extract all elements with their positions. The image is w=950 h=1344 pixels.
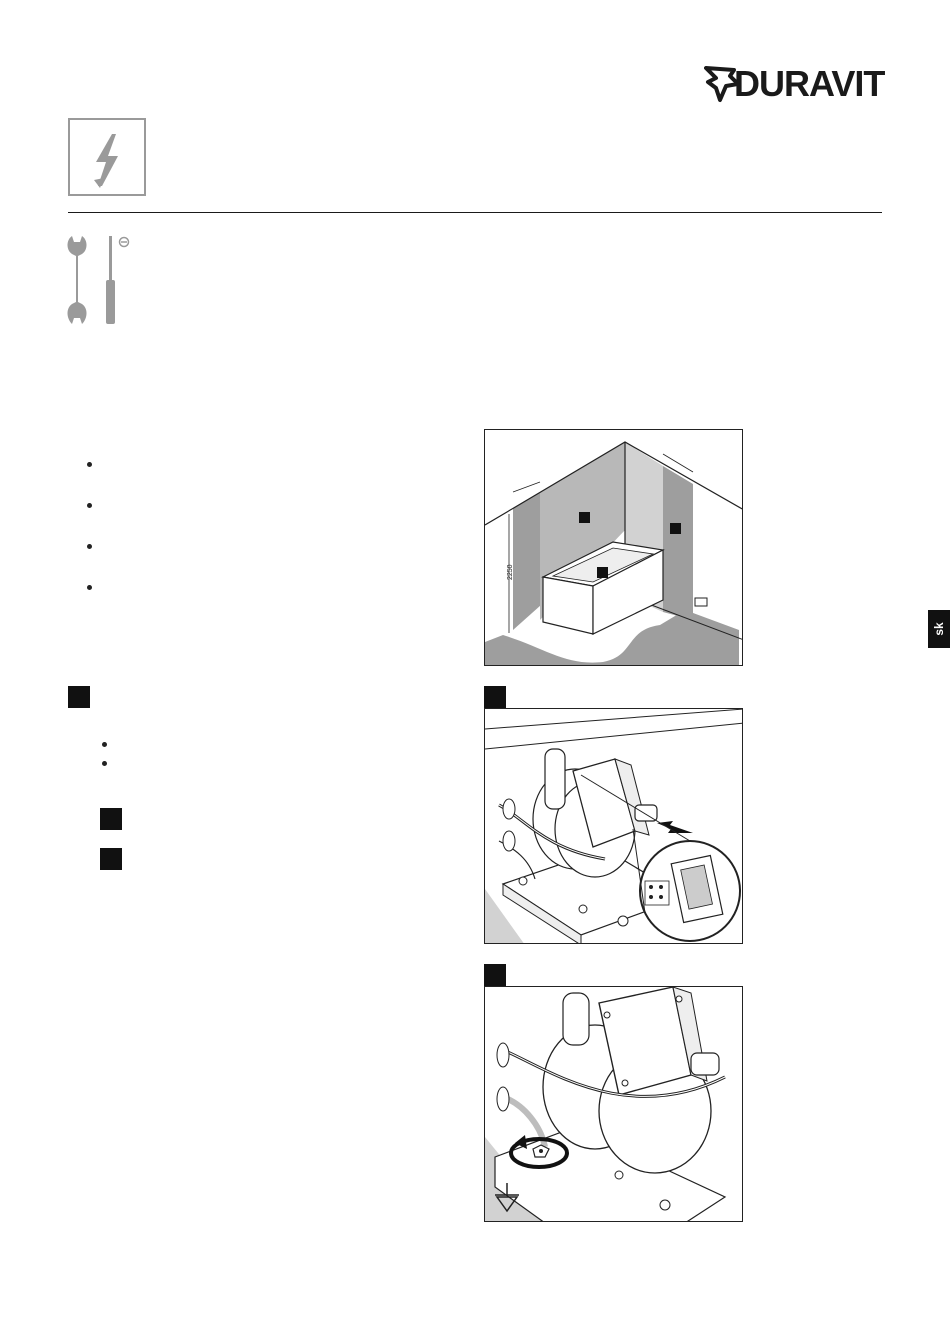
screwdriver-icon (100, 232, 140, 328)
bullet-dot (87, 585, 92, 590)
height-dimension-label: 2250 (507, 564, 514, 580)
zone-marker (597, 567, 608, 578)
figure-pump-grounding (484, 986, 743, 1222)
electrical-warning-box (68, 118, 146, 196)
lightning-warning-icon (70, 120, 144, 194)
pump-grounding-illustration (485, 987, 743, 1222)
duravit-bird-icon (704, 62, 738, 106)
step-marker-2 (100, 808, 122, 830)
list-item (82, 534, 442, 575)
list-item (82, 493, 442, 534)
step-marker-1 (68, 686, 90, 708)
figure-bathroom-zones (484, 429, 743, 666)
duravit-logo (704, 62, 890, 106)
socket-icon (695, 598, 707, 606)
bathroom-zones-illustration (485, 430, 743, 666)
figure-3-marker (484, 964, 506, 986)
bullet-dot (87, 503, 92, 508)
header-rule (68, 212, 882, 213)
language-tab-label: sk (932, 622, 946, 636)
figure-2-marker (484, 686, 506, 708)
insert-arrow-icon (657, 821, 693, 833)
language-tab[interactable] (928, 610, 950, 648)
step-marker-3 (100, 848, 122, 870)
sub-bullet-dot (102, 761, 107, 766)
bullet-dot (87, 462, 92, 467)
tools-icon-group (64, 232, 136, 328)
sub-bullet-dot (102, 742, 107, 747)
zone-marker (579, 512, 590, 523)
logo-wordmark: DURAVIT (734, 63, 885, 104)
pump-connection-illustration (485, 709, 743, 944)
requirements-list (82, 452, 442, 616)
figure-pump-connection (484, 708, 743, 944)
list-item (82, 452, 442, 493)
zone-marker (670, 523, 681, 534)
list-item (82, 575, 442, 616)
bullet-dot (87, 544, 92, 549)
